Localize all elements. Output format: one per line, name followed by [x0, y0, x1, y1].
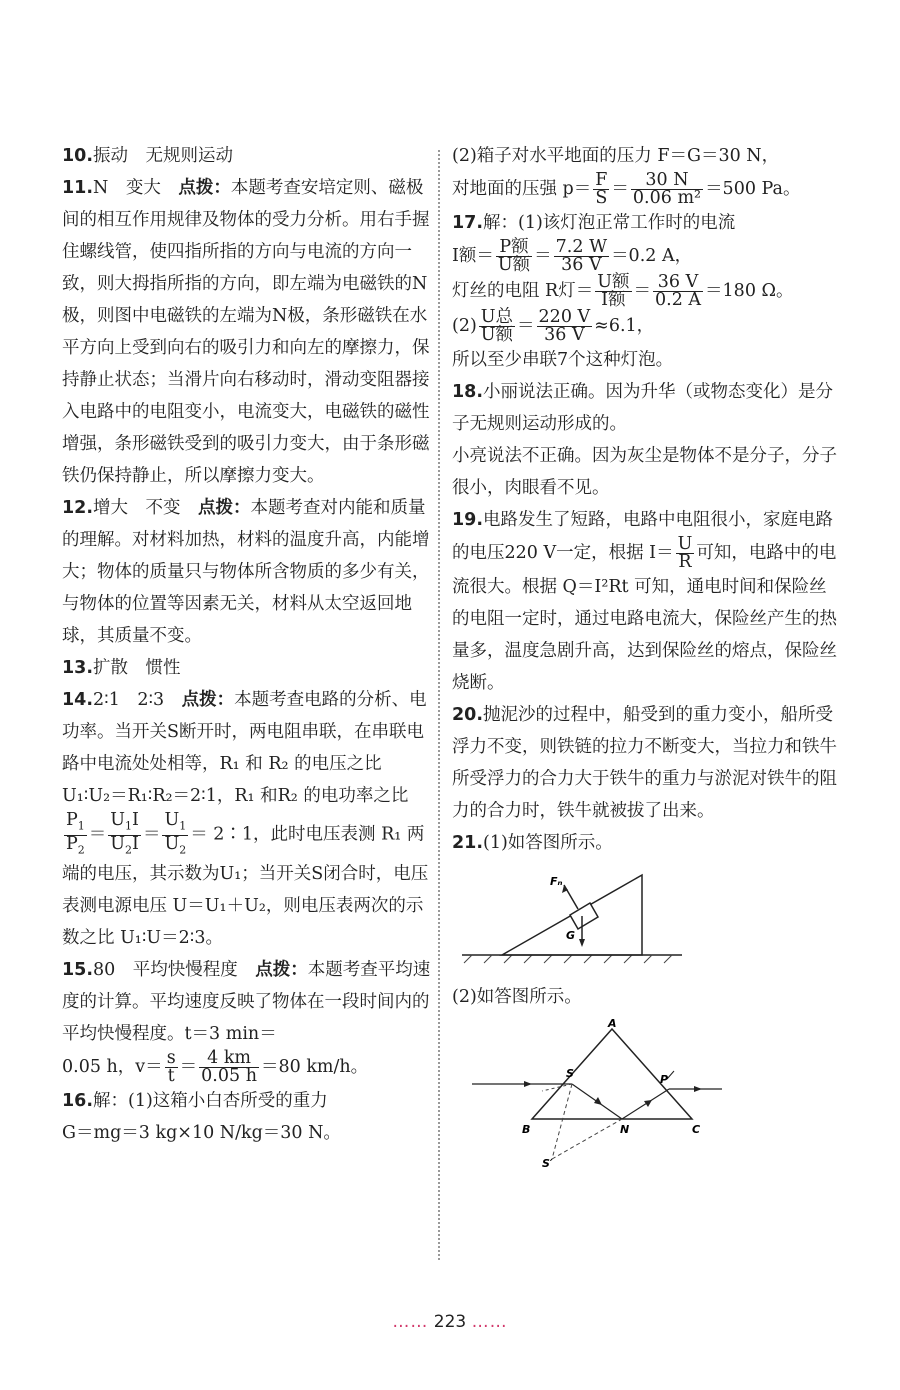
answer-15: 15.80 平均快慢程度 点拨：本题考查平均速度的计算。平均速度反映了物体在一段时间内的平均快慢程度。t＝3 min＝ 0.05 h，v＝ $\frac{s}{t}$ ＝ $\frac{4 km}{0.05 h}$ ＝80 km/h。 [62, 960, 431, 1086]
answer-20: 20.抛泥沙的过程中，船受到的重力变小，船所受浮力不变，则铁链的拉力不断变大，当拉力和铁牛所受浮力的合力大于铁牛的重力与淤泥对铁牛的阻力的合力时，铁牛就被拔了出来。 [452, 705, 837, 821]
answer-18: 18.小丽说法正确。因为升华（或物态变化）是分子无规则运动形成的。 小亮说法不正确。因为灰尘是物体不是分子，分子很小，肉眼看不见。 [452, 382, 837, 498]
svg-text:B: B [522, 1123, 531, 1136]
svg-text:Fₙ: Fₙ [550, 875, 563, 888]
answer-13: 13.扩散 惯性 [62, 658, 181, 678]
answer-17: 17.解：(1)该灯泡正常工作时的电流 I额＝ $\frac{\text{P额}}{\text{U额}}$ ＝ $\frac{7.2 W}{36 V}$ ＝0.2 A， 灯丝的电阻 R灯＝ $\frac{\text{U额}}{\text{I额}}$ ＝ $\frac{36 V}{0.2 A}$ ＝180 Ω。 (2) $\frac{\text{U总}}{\text{U额}}$ ＝ $\frac{220 V}{36 V}$ ≈6.1， 所以至少串联7个这种灯泡。 [452, 213, 794, 370]
answer-14: 14.2∶1 2∶3 点拨：本题考查电路的分析、电功率。当开关S断开时，两电阻串联，在串联电路中电流处处相等，R₁ 和 R₂ 的电压之比 U₁∶U₂＝R₁∶R₂＝2∶1，R₁ 和R₂ 的电功率之比 $\frac{P_1}{P_2}$ ＝ $\frac{U_1I}{U_2I}$ ＝ $\frac{U_1}{U_2}$ ＝ 2∶1，此时电压表测 R₁ 两端的电压，其示数为U₁；当开关S闭合时，电压表测电源电压 U＝U₁＋U₂，则电压表两次的示数之比 U₁∶U＝2∶3。 [62, 690, 429, 948]
column-divider [438, 150, 440, 1260]
svg-text:G: G [566, 929, 576, 942]
page-number: 223 [433, 1312, 467, 1332]
answer-16-part2: (2)箱子对水平地面的压力 F＝G＝30 N， 对地面的压强 p＝ $\frac{F}{S}$ ＝ $\frac{30 N}{\text{0.06 m²}}$ ＝500 Pa。 [452, 146, 801, 208]
incline-force-diagram [452, 865, 692, 975]
svg-text:P: P [660, 1073, 669, 1086]
svg-text:A: A [608, 1019, 617, 1030]
svg-text:S′: S′ [542, 1157, 553, 1169]
svg-text:S: S [566, 1067, 574, 1080]
speed-fraction: $\frac{s}{t}$ [166, 1048, 176, 1086]
page-footer: …… 223 …… [392, 1312, 508, 1332]
svg-text:C: C [692, 1123, 701, 1136]
answer-12: 12.增大 不变 点拨：本题考查对内能和质量的理解。对材料加热，材料的温度升高，内能增大；物体的质量只与物体所含物质的多少有关，与物体的位置等因素无关，材料从太空返回地球，其质量不变。 [62, 498, 430, 646]
prism-light-diagram [452, 1019, 752, 1169]
answer-16: 16.解：(1)这箱小白杏所受的重力 G＝mg＝3 kg×10 N/kg＝30 N。 [62, 1091, 341, 1143]
answer-19: 19.电路发生了短路，电路中电阻很小，家庭电路的电压220 V一定，根据 I＝ $\frac{U}{R}$ 可知，电路中的电流很大。根据 Q＝I²Rt 可知，通电时间和保险丝的电阻一定时，通过电路电流大，保险丝产生的热量多，温度急剧升高，达到保险丝的熔点，保险丝烧断。 [452, 510, 837, 693]
power-ratio-fraction: $\frac{P_1}{P_2}$ [66, 810, 85, 856]
answer-11: 11.N 变大 点拨：本题考查安培定则、磁极间的相互作用规律及物体的受力分析。用右手握住螺线管，使四指所指的方向与电流的方向一致，则大拇指所指的方向，即左端为电磁铁的N极，则图中电磁铁的左端为N极，条形磁铁在水平方向上受到向右的吸引力和向左的摩擦力，保持静止状态；当滑片向右移动时，滑动变阻器接入电路中的电阻变小，电流变大，电磁铁的磁性增强，条形磁铁受到的吸引力变大，由于条形磁铁仍保持静止，所以摩擦力变大。 [62, 178, 430, 486]
left-column [62, 140, 432, 1149]
answer-21-part2: (2)如答图所示。 [452, 987, 582, 1007]
svg-text:N: N [620, 1123, 630, 1136]
right-column [452, 140, 842, 1175]
answer-21: 21.(1)如答图所示。 [452, 833, 613, 853]
answer-10: 10.振动 无规则运动 [62, 146, 234, 166]
